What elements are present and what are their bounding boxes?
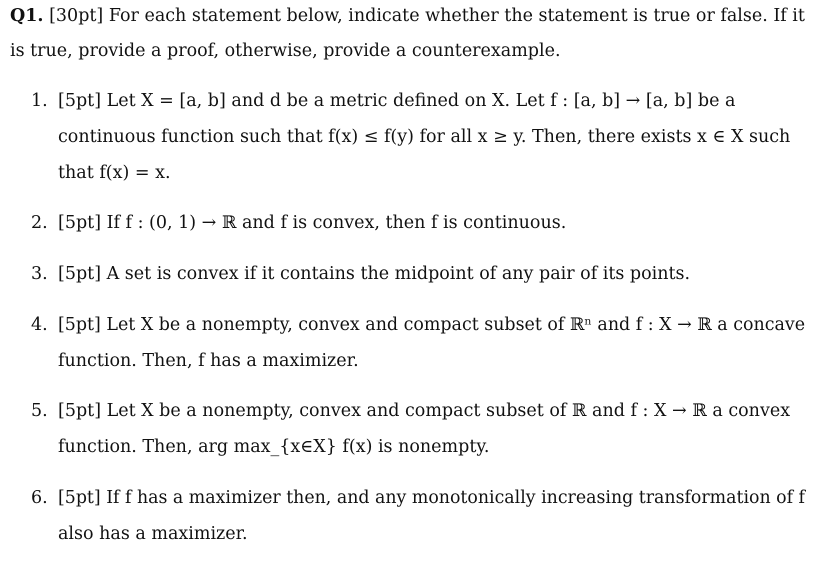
item-5-line-2: function. Then, arg max_{x∈X} f(x) is nonempty.	[58, 437, 490, 457]
item-2-line-1: [5pt] If f : (0, 1) → ℝ and f is convex, then f is continuous.	[58, 213, 567, 233]
item-6-number: 6.	[31, 488, 48, 508]
item-2-number: 2.	[31, 213, 48, 233]
item-3-line-1: [5pt] A set is convex if it contains the midpoint of any pair of its points.	[58, 264, 691, 284]
item-1-line-2: continuous function such that f(x) ≤ f(y) for all x ≥ y. Then, there exists x ∈ X such	[58, 127, 791, 147]
item-4-line-2: function. Then, f has a maximizer.	[58, 351, 359, 371]
item-5-line-1: [5pt] Let X be a nonempty, convex and compact subset of ℝ and f : X → ℝ a convex	[58, 401, 791, 421]
item-1-line-3: that f(x) = x.	[58, 163, 171, 183]
question-intro-line-2: is true, provide a proof, otherwise, provide a counterexample.	[10, 41, 561, 61]
item-4-line-1: [5pt] Let X be a nonempty, convex and compact subset of ℝⁿ and f : X → ℝ a concave	[58, 315, 806, 335]
item-1-line-1: [5pt] Let X = [a, b] and d be a metric defined on X. Let f : [a, b] → [a, b] be a	[58, 91, 736, 111]
question-intro-text-1: [30pt] For each statement below, indicate whether the statement is true or false. If it	[49, 6, 805, 26]
item-1-number: 1.	[31, 91, 48, 111]
item-6-line-2: also has a maximizer.	[58, 524, 248, 544]
item-3-number: 3.	[31, 264, 48, 284]
question-intro-line-1	[10, 5, 805, 27]
item-5-number: 5.	[31, 401, 48, 421]
item-4-number: 4.	[31, 315, 48, 335]
question-label: Q1.	[10, 6, 44, 26]
item-6-line-1: [5pt] If f has a maximizer then, and any monotonically increasing transformation of f	[58, 488, 805, 508]
